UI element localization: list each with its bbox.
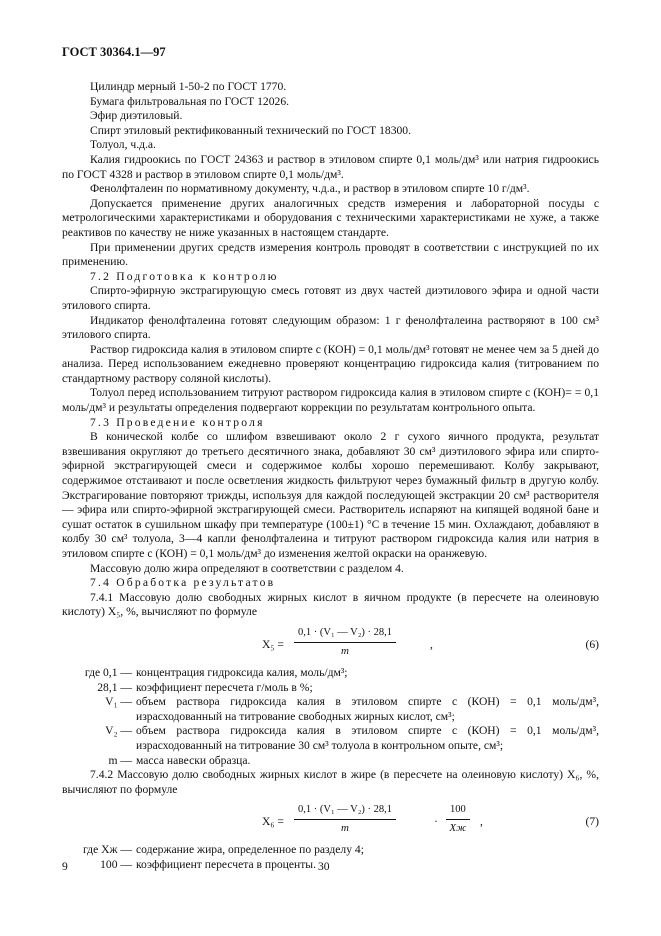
formula-numerator-2: 100 [446, 803, 470, 820]
paragraph: Калия гидроокись по ГОСТ 24363 и раствор в этиловом спирте 0,1 моль/дм³ или натрия гидроокись по ГОСТ 4328 и раствор в этиловом спирте 0,1 моль/дм³. [62, 152, 599, 181]
formula-numerator: 0,1 · (V₁ — V₂) · 28,1 [294, 803, 396, 820]
section-heading-7-4: 7.4 Обработка результатов [90, 576, 276, 590]
definition-symbol: где 0,1 — [84, 665, 132, 679]
formula-tail: , [430, 637, 433, 651]
definition-row [62, 843, 599, 858]
formula-7 [62, 803, 599, 839]
paragraph: 7.4.2 Массовую долю свободных жирных кислот в жире (в пересчете на олеиновую кислоту) X₆, %, вычисляют по формуле [62, 768, 599, 796]
paragraph: При применении других средств измерения контроль проводят в соответствии с инструкцией по их применению. [62, 240, 599, 269]
paragraph: Индикатор фенолфталеина готовят следующим образом: 1 г фенолфталеина растворяют в 100 см³ этилового спирта. [62, 313, 599, 342]
formula-number: (7) [585, 815, 599, 829]
standard-header: ГОСТ 30364.1—97 [62, 45, 166, 59]
definition-row [62, 858, 599, 873]
paragraph: Фенолфталеин по нормативному документу, ч.д.а., и раствор в этиловом спирте 10 г/дм³. [90, 182, 530, 196]
definition-text: содержание жира, определенное по разделу 4; [136, 843, 364, 857]
definition-row [62, 666, 599, 681]
definition-row [62, 724, 599, 753]
formula-fraction-2 [446, 803, 470, 835]
section-heading-7-3: 7.3 Проведение контроля [90, 415, 265, 429]
text-line: Спирт этиловый ректификованный технический по ГОСТ 18300. [90, 123, 412, 137]
definition-text: масса навески образца. [136, 753, 251, 767]
definition-row [62, 681, 599, 696]
text-line: Эфир диэтиловый. [90, 109, 183, 123]
definition-text: концентрация гидроксида калия, моль/дм³; [136, 665, 348, 679]
definition-symbol: 100 — [100, 857, 132, 871]
text-line: Толуол, ч.д.а. [90, 138, 156, 152]
definition-row [62, 695, 599, 724]
paragraph: В конической колбе со шлифом взвешивают около 2 г сухого яичного продукта, результат взвешивания округляют до третьего десятичного знака, добавляют 30 см³ диэтилового эфира или спирто-эфирной экстрагирующей смеси и содержимое колбы хорошо перемешивают. Колбу закрывают, содержимое отстаивают и после осветления жидкость фильтруют через бумажный фильтр в другую колбу. Экстрагирование повторяют трижды, используя для каждой последующей экстракции 20 см³ растворителя — эфира или спирто-эфирной экстрагирующей смеси. Растворитель испаряют на кипящей водяной бане и сушат остаток в сушильном шкафу при температуре (100±1) °С в течение 15 мин. Охлаждают, добавляют в колбу 30 см³ толуола, 3—4 капли фенолфталеина и титруют раствором гидроксида калия или натрия в этиловом спирте с (КОН) = 0,1 моль/дм³ до изменения желтой окраски на оранжевую. [62, 430, 599, 560]
definitions-6 [62, 666, 599, 768]
paragraph: Массовую долю жира определяют в соответствии с разделом 4. [90, 561, 404, 575]
section-heading-7-2: 7.2 Подготовка к контролю [90, 269, 279, 283]
paragraph: Допускается применение других аналогичных средств измерения и лабораторной посуды с метрологическими характеристиками и оборудования с техническими характеристиками не хуже, а также реактивов по качеству не ниже указанных в настоящем стандарте. [62, 196, 599, 239]
formula-numerator: 0,1 · (V₁ — V₂) · 28,1 [294, 626, 396, 643]
formula-lhs: X₅ = [262, 637, 284, 651]
formula-tail: , [480, 815, 483, 829]
definition-symbol: где Xж — [83, 843, 132, 857]
paragraph: Спирто-эфирную экстрагирующую смесь готовят из двух частей диэтилового эфира и одной части этилового спирта. [62, 284, 599, 312]
definition-text: объем раствора гидроксида калия в этиловом спирте с (КОН) = 0,1 моль/дм³, израсходованный на титрование 30 см³ толуола в контрольном опыте, см³; [136, 724, 599, 752]
page-content [62, 80, 599, 873]
formula-number: (6) [585, 637, 599, 651]
definition-symbol: V₁ — [105, 695, 132, 709]
formula-denominator: m [341, 644, 349, 657]
definitions-7 [62, 843, 599, 872]
definition-symbol: m — [108, 753, 132, 767]
formula-denominator: m [341, 821, 349, 834]
formula-fraction [294, 803, 396, 835]
paragraph: Толуол перед использованием титруют раствором гидроксида калия в этиловом спирте с (КОН)= = 0,1 моль/дм³ и результаты определения подвергают коррекции по результатам контрольного опыта. [62, 386, 599, 415]
formula-6 [62, 626, 599, 662]
definition-text: коэффициент пересчета г/моль в %; [136, 680, 313, 694]
page-number: 30 [318, 860, 330, 873]
paragraph: Раствор гидроксида калия в этиловом спирте с (КОН) = 0,1 моль/дм³ готовят не менее чем за 5 дней до анализа. Перед использованием ежедневно проверяют концентрацию гидроксида калия (титрованием по стандартному раствору соляной кислоты). [62, 342, 599, 385]
definition-symbol: 28,1 — [97, 680, 132, 694]
definition-symbol: V₂ — [105, 724, 132, 738]
formula-denominator-2: Xж [449, 821, 467, 834]
definition-text: коэффициент пересчета в проценты. [136, 857, 316, 871]
formula-lhs: X₆ = [262, 815, 284, 829]
paragraph: 7.4.1 Массовую долю свободных жирных кислот в яичном продукте (в пересчете на олеиновую кислоту) X₅, %, вычисляют по формуле [62, 590, 599, 619]
footer-left-number: 9 [62, 860, 68, 873]
definition-text: объем раствора гидроксида калия в этиловом спирте с (КОН) = 0,1 моль/дм³, израсходованный на титрование свободных жирных кислот, см³; [136, 695, 599, 723]
definition-row [62, 754, 599, 769]
formula-fraction [294, 626, 396, 658]
text-line: Бумага фильтровальная по ГОСТ 12026. [90, 94, 290, 108]
text-line: Цилиндр мерный 1-50-2 по ГОСТ 1770. [90, 80, 287, 93]
formula-multiply: · [434, 815, 438, 829]
